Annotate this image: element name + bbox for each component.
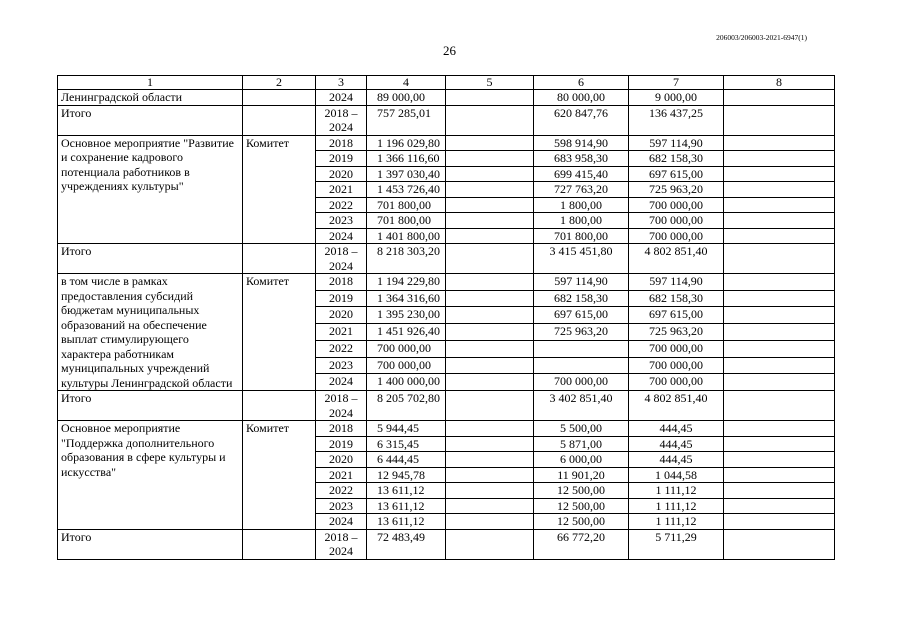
col5-cell bbox=[446, 529, 534, 559]
total-amount-cell: 13 611,12 bbox=[367, 498, 446, 514]
col8-cell bbox=[724, 483, 835, 499]
year-cell: 2018 – 2024 bbox=[316, 529, 367, 559]
col7-amount-cell: 700 000,00 bbox=[629, 374, 724, 391]
col6-amount-cell: 1 800,00 bbox=[534, 197, 629, 213]
table-row bbox=[58, 135, 835, 151]
col8-cell bbox=[724, 197, 835, 213]
total-amount-cell: 1 397 030,40 bbox=[367, 166, 446, 182]
col5-cell bbox=[446, 498, 534, 514]
year-cell: 2023 bbox=[316, 357, 367, 374]
col5-cell bbox=[446, 228, 534, 244]
col6-amount-cell: 727 763,20 bbox=[534, 182, 629, 198]
header-cell: 3 bbox=[316, 76, 367, 90]
col6-amount-cell: 682 158,30 bbox=[534, 290, 629, 307]
col5-cell bbox=[446, 436, 534, 452]
measure-name-cell: Итого bbox=[58, 244, 243, 274]
col7-amount-cell: 597 114,90 bbox=[629, 274, 724, 291]
total-amount-cell: 1 453 726,40 bbox=[367, 182, 446, 198]
total-row bbox=[58, 105, 835, 135]
year-cell: 2018 bbox=[316, 135, 367, 151]
measure-name-cell: в том числе в рамках предоставления субсидий бюджетам муниципальных образований на обеспечение выплат стимулирующего характера работникам муниципальных учреждений культуры Ленинградской области bbox=[58, 274, 243, 391]
executor-cell bbox=[243, 391, 316, 421]
col7-amount-cell: 700 000,00 bbox=[629, 213, 724, 229]
col7-amount-cell: 1 111,12 bbox=[629, 514, 724, 530]
executor-cell: Комитет bbox=[243, 274, 316, 391]
col6-amount-cell: 66 772,20 bbox=[534, 529, 629, 559]
col6-amount-cell: 3 415 451,80 bbox=[534, 244, 629, 274]
executor-cell bbox=[243, 90, 316, 106]
col5-cell bbox=[446, 307, 534, 324]
col6-amount-cell: 12 500,00 bbox=[534, 498, 629, 514]
col6-amount-cell: 699 415,40 bbox=[534, 166, 629, 182]
measure-name-cell: Итого bbox=[58, 529, 243, 559]
table-row bbox=[58, 274, 835, 291]
total-amount-cell: 1 401 800,00 bbox=[367, 228, 446, 244]
col5-cell bbox=[446, 391, 534, 421]
col5-cell bbox=[446, 135, 534, 151]
budget-table bbox=[57, 75, 835, 560]
year-cell: 2019 bbox=[316, 151, 367, 167]
col8-cell bbox=[724, 340, 835, 357]
header-cell: 6 bbox=[534, 76, 629, 90]
table-row bbox=[58, 90, 835, 106]
col6-amount-cell: 700 000,00 bbox=[534, 374, 629, 391]
measure-name-cell: Основное мероприятие "Поддержка дополнительного образования в сфере культуры и искусства" bbox=[58, 421, 243, 530]
col5-cell bbox=[446, 324, 534, 341]
year-cell: 2022 bbox=[316, 197, 367, 213]
col7-amount-cell: 682 158,30 bbox=[629, 290, 724, 307]
col7-amount-cell: 4 802 851,40 bbox=[629, 244, 724, 274]
col5-cell bbox=[446, 374, 534, 391]
col5-cell bbox=[446, 90, 534, 106]
total-amount-cell: 1 364 316,60 bbox=[367, 290, 446, 307]
col8-cell bbox=[724, 436, 835, 452]
total-amount-cell: 700 000,00 bbox=[367, 357, 446, 374]
col5-cell bbox=[446, 151, 534, 167]
col5-cell bbox=[446, 290, 534, 307]
year-cell: 2024 bbox=[316, 374, 367, 391]
col5-cell bbox=[446, 357, 534, 374]
col8-cell bbox=[724, 357, 835, 374]
header-cell: 2 bbox=[243, 76, 316, 90]
col8-cell bbox=[724, 374, 835, 391]
total-amount-cell: 5 944,45 bbox=[367, 421, 446, 437]
year-cell: 2020 bbox=[316, 307, 367, 324]
total-amount-cell: 1 194 229,80 bbox=[367, 274, 446, 291]
col8-cell bbox=[724, 182, 835, 198]
total-amount-cell: 700 000,00 bbox=[367, 340, 446, 357]
col6-amount-cell: 701 800,00 bbox=[534, 228, 629, 244]
col7-amount-cell: 444,45 bbox=[629, 436, 724, 452]
col6-amount-cell: 12 500,00 bbox=[534, 514, 629, 530]
year-cell: 2021 bbox=[316, 467, 367, 483]
year-cell: 2018 – 2024 bbox=[316, 105, 367, 135]
col6-amount-cell: 80 000,00 bbox=[534, 90, 629, 106]
executor-cell bbox=[243, 529, 316, 559]
header-row bbox=[58, 76, 835, 90]
col6-amount-cell: 697 615,00 bbox=[534, 307, 629, 324]
col6-amount-cell: 5 871,00 bbox=[534, 436, 629, 452]
col8-cell bbox=[724, 307, 835, 324]
col7-amount-cell: 4 802 851,40 bbox=[629, 391, 724, 421]
col8-cell bbox=[724, 391, 835, 421]
col8-cell bbox=[724, 244, 835, 274]
col7-amount-cell: 5 711,29 bbox=[629, 529, 724, 559]
col8-cell bbox=[724, 228, 835, 244]
year-cell: 2022 bbox=[316, 483, 367, 499]
total-row bbox=[58, 244, 835, 274]
year-cell: 2018 bbox=[316, 274, 367, 291]
col6-amount-cell: 5 500,00 bbox=[534, 421, 629, 437]
col7-amount-cell: 697 615,00 bbox=[629, 166, 724, 182]
col6-amount-cell: 620 847,76 bbox=[534, 105, 629, 135]
col6-amount-cell: 1 800,00 bbox=[534, 213, 629, 229]
col5-cell bbox=[446, 197, 534, 213]
total-row bbox=[58, 529, 835, 559]
total-amount-cell: 1 395 230,00 bbox=[367, 307, 446, 324]
total-amount-cell: 1 400 000,00 bbox=[367, 374, 446, 391]
col5-cell bbox=[446, 467, 534, 483]
page-number: 26 bbox=[443, 43, 456, 58]
col5-cell bbox=[446, 166, 534, 182]
measure-name-cell: Итого bbox=[58, 391, 243, 421]
col6-amount-cell bbox=[534, 357, 629, 374]
col5-cell bbox=[446, 213, 534, 229]
col6-amount-cell: 598 914,90 bbox=[534, 135, 629, 151]
total-amount-cell: 72 483,49 bbox=[367, 529, 446, 559]
col7-amount-cell: 700 000,00 bbox=[629, 197, 724, 213]
year-cell: 2024 bbox=[316, 514, 367, 530]
total-amount-cell: 13 611,12 bbox=[367, 514, 446, 530]
year-cell: 2024 bbox=[316, 90, 367, 106]
total-amount-cell: 6 315,45 bbox=[367, 436, 446, 452]
header-cell: 1 bbox=[58, 76, 243, 90]
total-amount-cell: 1 196 029,80 bbox=[367, 135, 446, 151]
col8-cell bbox=[724, 498, 835, 514]
col8-cell bbox=[724, 324, 835, 341]
col8-cell bbox=[724, 467, 835, 483]
col6-amount-cell: 3 402 851,40 bbox=[534, 391, 629, 421]
header-cell: 5 bbox=[446, 76, 534, 90]
col7-amount-cell: 597 114,90 bbox=[629, 135, 724, 151]
col6-amount-cell: 683 958,30 bbox=[534, 151, 629, 167]
header-cell: 4 bbox=[367, 76, 446, 90]
col7-amount-cell: 9 000,00 bbox=[629, 90, 724, 106]
measure-name-cell: Основное мероприятие "Развитие и сохранение кадрового потенциала работников в учреждениях культуры" bbox=[58, 135, 243, 244]
col8-cell bbox=[724, 529, 835, 559]
col7-amount-cell: 1 111,12 bbox=[629, 483, 724, 499]
total-amount-cell: 701 800,00 bbox=[367, 197, 446, 213]
total-row bbox=[58, 391, 835, 421]
col8-cell bbox=[724, 90, 835, 106]
col5-cell bbox=[446, 514, 534, 530]
col6-amount-cell: 6 000,00 bbox=[534, 452, 629, 468]
total-amount-cell: 701 800,00 bbox=[367, 213, 446, 229]
col7-amount-cell: 725 963,20 bbox=[629, 324, 724, 341]
col6-amount-cell: 12 500,00 bbox=[534, 483, 629, 499]
executor-cell bbox=[243, 244, 316, 274]
col8-cell bbox=[724, 213, 835, 229]
col8-cell bbox=[724, 151, 835, 167]
col8-cell bbox=[724, 166, 835, 182]
col7-amount-cell: 444,45 bbox=[629, 421, 724, 437]
year-cell: 2023 bbox=[316, 213, 367, 229]
col7-amount-cell: 697 615,00 bbox=[629, 307, 724, 324]
header-cell: 8 bbox=[724, 76, 835, 90]
col7-amount-cell: 700 000,00 bbox=[629, 340, 724, 357]
year-cell: 2019 bbox=[316, 436, 367, 452]
measure-name-cell: Ленинградской области bbox=[58, 90, 243, 106]
table-row bbox=[58, 421, 835, 437]
col8-cell bbox=[724, 105, 835, 135]
col6-amount-cell bbox=[534, 340, 629, 357]
header-cell: 7 bbox=[629, 76, 724, 90]
total-amount-cell: 1 366 116,60 bbox=[367, 151, 446, 167]
executor-cell bbox=[243, 105, 316, 135]
col6-amount-cell: 725 963,20 bbox=[534, 324, 629, 341]
col8-cell bbox=[724, 452, 835, 468]
col8-cell bbox=[724, 421, 835, 437]
year-cell: 2021 bbox=[316, 324, 367, 341]
year-cell: 2018 bbox=[316, 421, 367, 437]
col5-cell bbox=[446, 274, 534, 291]
total-amount-cell: 89 000,00 bbox=[367, 90, 446, 106]
year-cell: 2022 bbox=[316, 340, 367, 357]
col5-cell bbox=[446, 182, 534, 198]
total-amount-cell: 8 205 702,80 bbox=[367, 391, 446, 421]
col8-cell bbox=[724, 290, 835, 307]
col8-cell bbox=[724, 274, 835, 291]
year-cell: 2018 – 2024 bbox=[316, 244, 367, 274]
col5-cell bbox=[446, 244, 534, 274]
total-amount-cell: 8 218 303,20 bbox=[367, 244, 446, 274]
year-cell: 2020 bbox=[316, 452, 367, 468]
year-cell: 2019 bbox=[316, 290, 367, 307]
col5-cell bbox=[446, 421, 534, 437]
year-cell: 2020 bbox=[316, 166, 367, 182]
year-cell: 2024 bbox=[316, 228, 367, 244]
col8-cell bbox=[724, 514, 835, 530]
year-cell: 2018 – 2024 bbox=[316, 391, 367, 421]
total-amount-cell: 6 444,45 bbox=[367, 452, 446, 468]
col7-amount-cell: 700 000,00 bbox=[629, 357, 724, 374]
col7-amount-cell: 444,45 bbox=[629, 452, 724, 468]
col5-cell bbox=[446, 340, 534, 357]
col7-amount-cell: 682 158,30 bbox=[629, 151, 724, 167]
col5-cell bbox=[446, 483, 534, 499]
executor-cell: Комитет bbox=[243, 421, 316, 530]
col5-cell bbox=[446, 452, 534, 468]
col6-amount-cell: 597 114,90 bbox=[534, 274, 629, 291]
year-cell: 2023 bbox=[316, 498, 367, 514]
col7-amount-cell: 725 963,20 bbox=[629, 182, 724, 198]
col7-amount-cell: 1 044,58 bbox=[629, 467, 724, 483]
document-id: 206003/206003-2021-6947(1) bbox=[716, 33, 807, 42]
total-amount-cell: 13 611,12 bbox=[367, 483, 446, 499]
col5-cell bbox=[446, 105, 534, 135]
total-amount-cell: 1 451 926,40 bbox=[367, 324, 446, 341]
col7-amount-cell: 700 000,00 bbox=[629, 228, 724, 244]
year-cell: 2021 bbox=[316, 182, 367, 198]
total-amount-cell: 12 945,78 bbox=[367, 467, 446, 483]
col8-cell bbox=[724, 135, 835, 151]
col7-amount-cell: 1 111,12 bbox=[629, 498, 724, 514]
col6-amount-cell: 11 901,20 bbox=[534, 467, 629, 483]
measure-name-cell: Итого bbox=[58, 105, 243, 135]
executor-cell: Комитет bbox=[243, 135, 316, 244]
total-amount-cell: 757 285,01 bbox=[367, 105, 446, 135]
col7-amount-cell: 136 437,25 bbox=[629, 105, 724, 135]
